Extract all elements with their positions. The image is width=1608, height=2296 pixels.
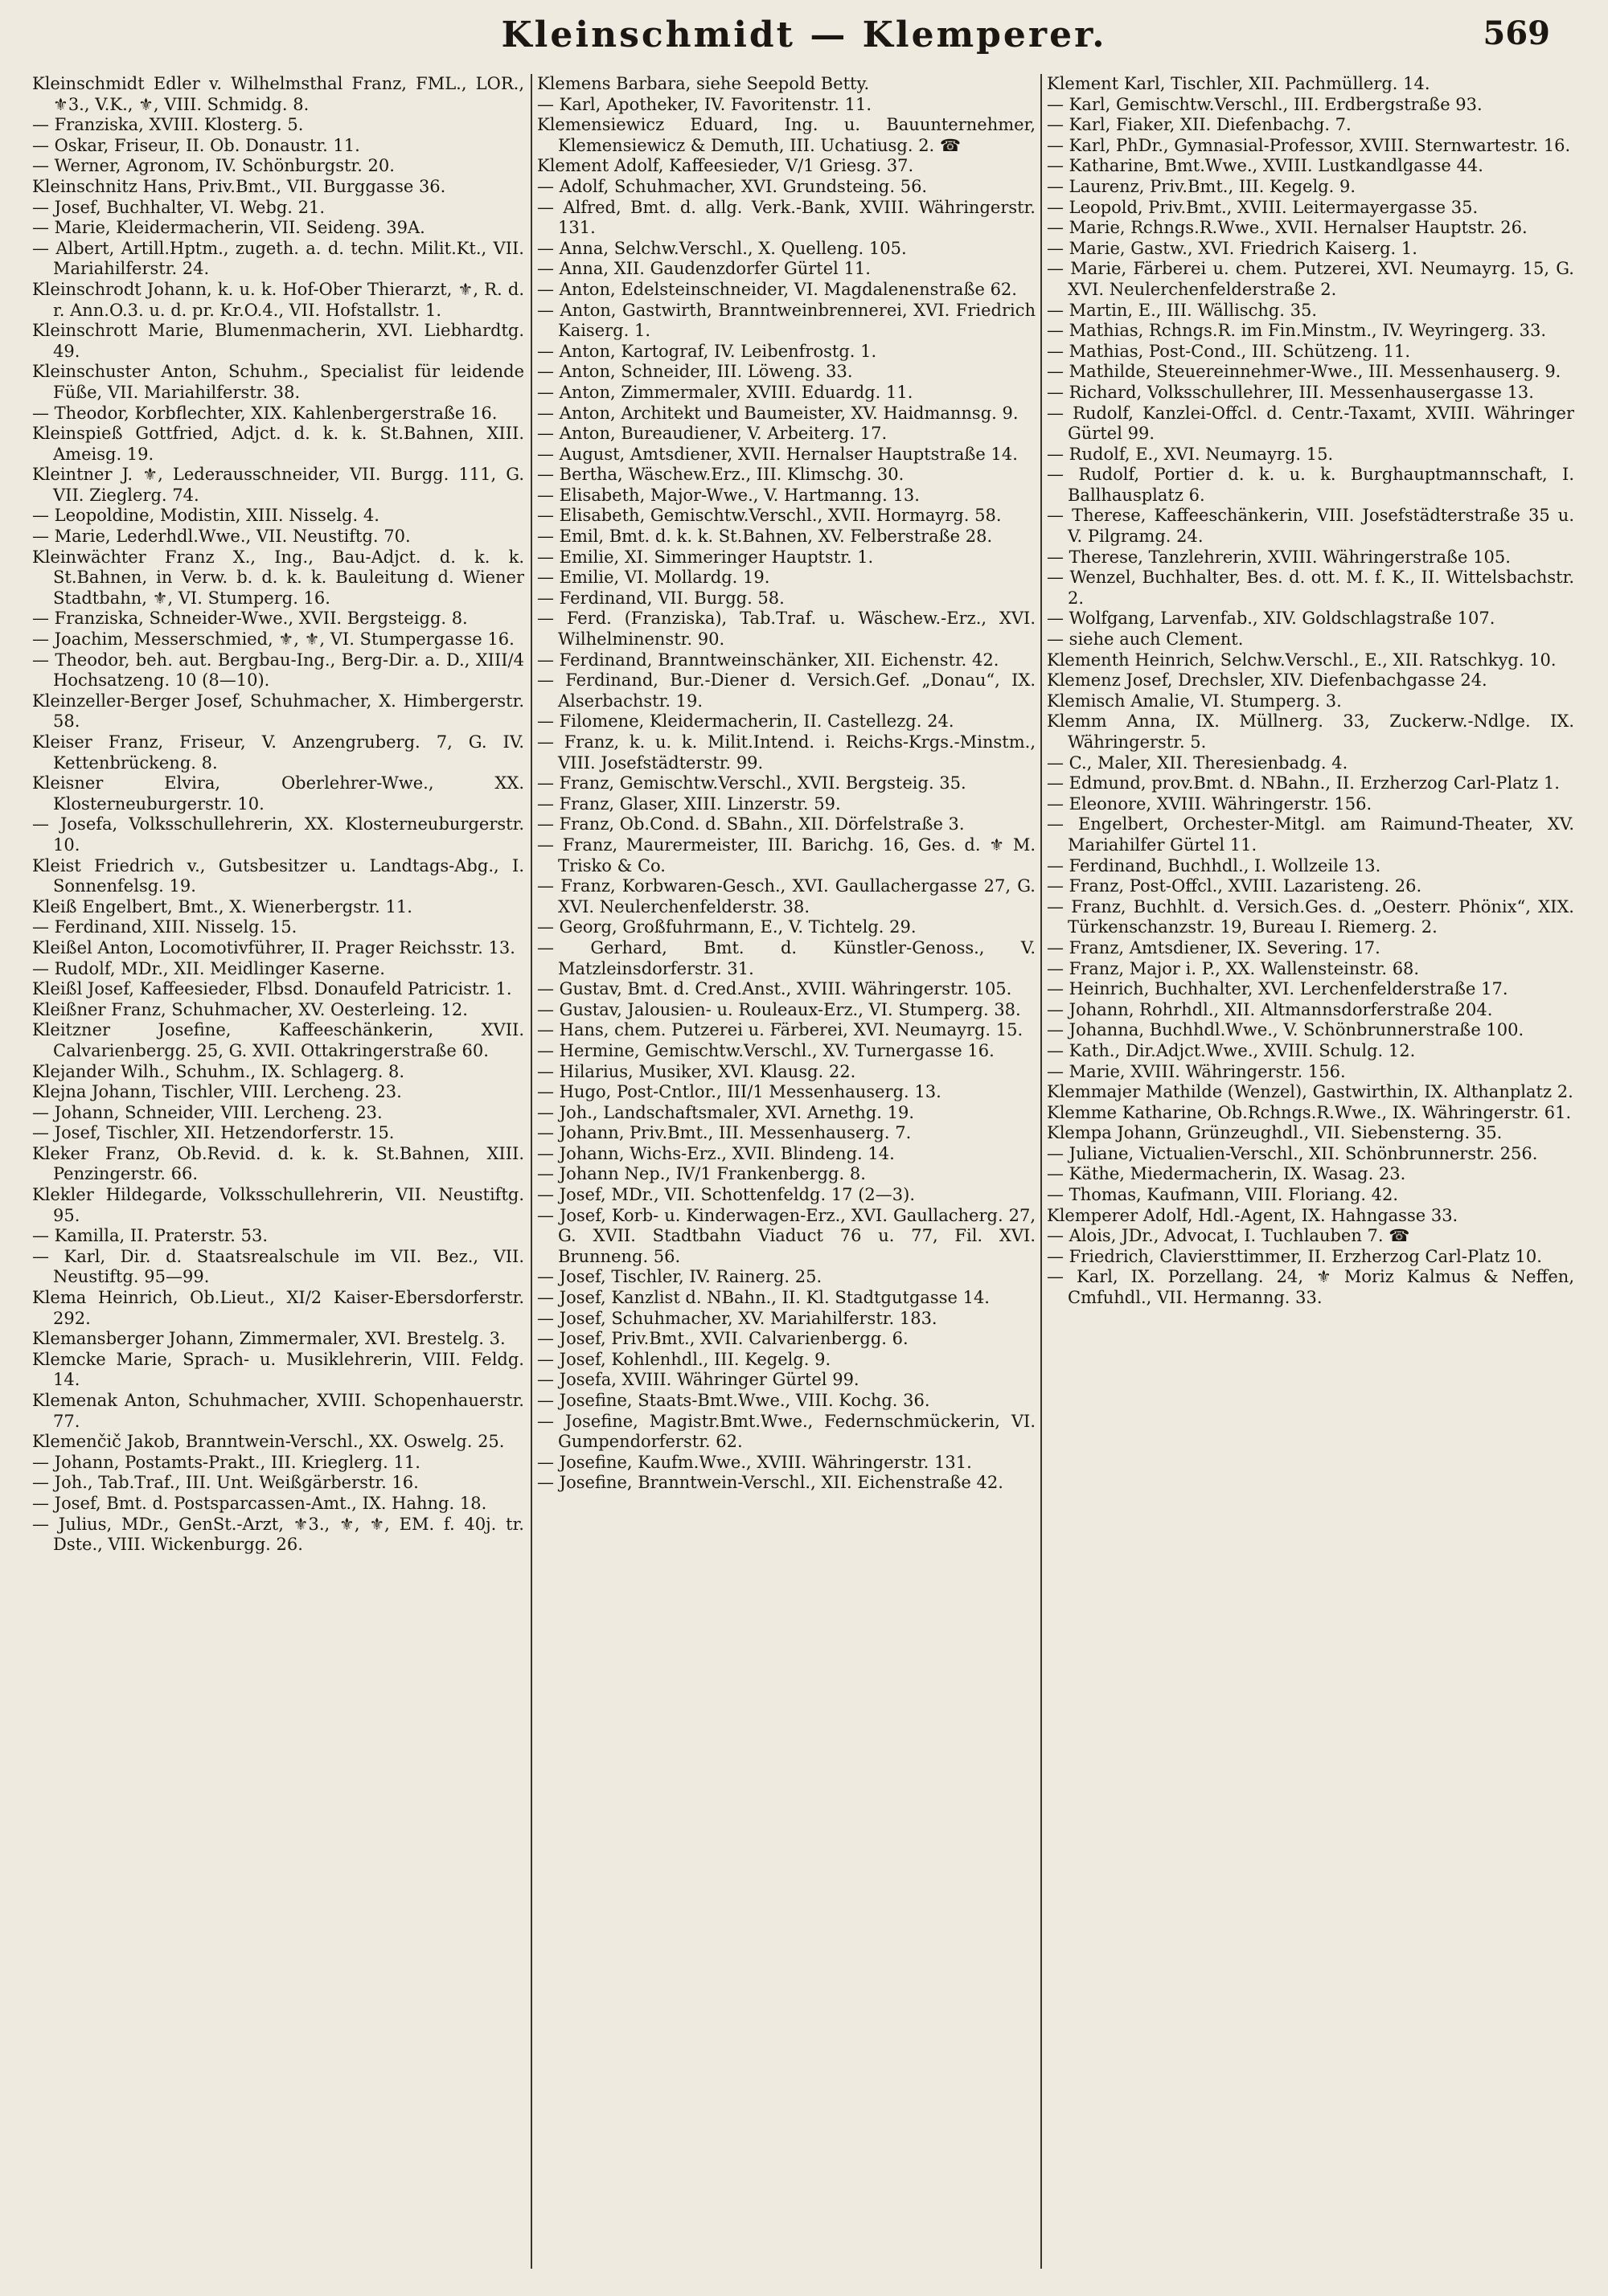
directory-entry: Kleißl Josef, Kaffeesieder, Flbsd. Donaufeld Patricistr. 1. bbox=[32, 979, 512, 999]
directory-entry: — Oskar, Friseur, II. Ob. Donaustr. 11. bbox=[32, 135, 360, 155]
directory-entry: — Anna, Selchw.Verschl., X. Quelleng. 105. bbox=[537, 238, 907, 258]
directory-entry: — Hugo, Post-Cntlor., III/1 Messenhauserg. 13. bbox=[537, 1082, 941, 1102]
directory-entry: — Johann Nep., IV/1 Frankenbergg. 8. bbox=[537, 1164, 866, 1184]
directory-entry: Klemens Barbara, siehe Seepold Betty. bbox=[537, 74, 870, 93]
directory-entry: Klekler Hildegarde, Volksschullehrerin, VII. Neustiftg. 95. bbox=[32, 1185, 524, 1225]
directory-entry: Klemenz Josef, Drechsler, XIV. Diefenbachgasse 24. bbox=[1047, 670, 1487, 691]
directory-entry: — Anna, XII. Gaudenzdorfer Gürtel 11. bbox=[537, 259, 871, 279]
directory-entry: — Werner, Agronom, IV. Schönburgstr. 20. bbox=[32, 156, 395, 176]
directory-entry: — Johanna, Buchhdl.Wwe., V. Schönbrunnerstraße 100. bbox=[1047, 1020, 1524, 1040]
directory-entry: — Adolf, Schuhmacher, XVI. Grundsteing. 56. bbox=[537, 176, 928, 196]
directory-entry: — Gustav, Jalousien- u. Rouleaux-Erz., VI. Stumperg. 38. bbox=[537, 999, 1021, 1019]
directory-entry: — Rudolf, Kanzlei-Offcl. d. Centr.-Taxamt, XVIII. Währinger Gürtel 99. bbox=[1047, 403, 1574, 444]
directory-entry: — Theodor, beh. aut. Bergbau-Ing., Berg-Dir. a. D., XIII/4 Hochsatzeng. 10 (8—10). bbox=[32, 650, 524, 691]
directory-entry: — Franziska, Schneider-Wwe., XVII. Bergsteigg. 8. bbox=[32, 609, 468, 629]
directory-entry: Kleinschrott Marie, Blumenmacherin, XVI. Liebhardtg. 49. bbox=[32, 321, 524, 361]
directory-entry: — Marie, Rchngs.R.Wwe., XVII. Hernalser Hauptstr. 26. bbox=[1047, 218, 1528, 238]
directory-entry: — Ferdinand, XIII. Nisselg. 15. bbox=[32, 917, 297, 937]
directory-entry: — Karl, Fiaker, XII. Diefenbachg. 7. bbox=[1047, 115, 1352, 135]
directory-entry: — C., Maler, XII. Theresienbadg. 4. bbox=[1047, 752, 1348, 773]
directory-entry: — Karl, IX. Porzellang. 24, ⚜ Moriz Kalmus & Neffen, Cmfuhdl., VII. Hermanng. 33. bbox=[1047, 1267, 1574, 1308]
directory-entry: — Elisabeth, Gemischtw.Verschl., XVII. Hormayrg. 58. bbox=[537, 506, 1002, 526]
directory-entry: — Johann, Priv.Bmt., III. Messenhauserg. 7. bbox=[537, 1123, 912, 1143]
directory-entry: — Josefine, Branntwein-Verschl., XII. Eichenstraße 42. bbox=[537, 1473, 1003, 1493]
directory-entry: Kleißel Anton, Locomotivführer, II. Prager Reichsstr. 13. bbox=[32, 937, 515, 957]
directory-entry: — Emil, Bmt. d. k. k. St.Bahnen, XV. Felberstraße 28. bbox=[537, 527, 993, 547]
directory-entry: — Wenzel, Buchhalter, Bes. d. ott. M. f. K., II. Wittelsbachstr. 2. bbox=[1047, 568, 1574, 608]
directory-entry: — Josef, Kanzlist d. NBahn., II. Kl. Stadtgutgasse 14. bbox=[537, 1288, 990, 1308]
directory-entry: — Mathilde, Steuereinnehmer-Wwe., III. Messenhauserg. 9. bbox=[1047, 362, 1561, 382]
page-number: 569 bbox=[1483, 14, 1550, 52]
directory-entry: — Joachim, Messerschmied, ⚜, ⚜, VI. Stumpergasse 16. bbox=[32, 629, 515, 650]
directory-entry: — Johann, Postamts-Prakt., III. Krieglerg. 11. bbox=[32, 1452, 420, 1472]
directory-entry: — Franz, Ob.Cond. d. SBahn., XII. Dörfelstraße 3. bbox=[537, 814, 965, 834]
directory-entry: Kleinschrodt Johann, k. u. k. Hof-Ober Thierarzt, ⚜, R. d. r. Ann.O.3. u. d. pr. Kr.O.4., VII. Hofstallstr. 1. bbox=[32, 279, 524, 320]
directory-entry: Klemmajer Mathilde (Wenzel), Gastwirthin, IX. Althanplatz 2. bbox=[1047, 1082, 1573, 1102]
directory-entry: — Franz, Glaser, XIII. Linzerstr. 59. bbox=[537, 793, 841, 814]
directory-entry: Kleinschnitz Hans, Priv.Bmt., VII. Burggasse 36. bbox=[32, 176, 446, 196]
directory-entry: — Mathias, Rchngs.R. im Fin.Minstm., IV. Weyringerg. 33. bbox=[1047, 321, 1547, 341]
directory-entry: — Josef, Tischler, XII. Hetzendorferstr. 15. bbox=[32, 1123, 395, 1143]
directory-entry: — Kamilla, II. Praterstr. 53. bbox=[32, 1226, 269, 1246]
directory-entry: Klemme Katharine, Ob.Rchngs.R.Wwe., IX. Währingerstr. 61. bbox=[1047, 1102, 1572, 1122]
directory-entry: — Marie, XVIII. Währingerstr. 156. bbox=[1047, 1061, 1346, 1081]
directory-entry: — Franz, Buchhlt. d. Versich.Ges. d. „Oesterr. Phönix“, XIX. Türkenschanzstr. 19, Bureau I. Riemerg. 2. bbox=[1047, 896, 1574, 937]
directory-entry: — Therese, Tanzlehrerin, XVIII. Währingerstraße 105. bbox=[1047, 547, 1511, 567]
directory-entry: — Alfred, Bmt. d. allg. Verk.-Bank, XVIII. Währingerstr. 131. bbox=[537, 197, 1036, 238]
directory-entry: — siehe auch Clement. bbox=[1047, 629, 1244, 650]
directory-entry: Kleitzner Josefine, Kaffeeschänkerin, XVII. Calvarienbergg. 25, G. XVII. Ottakringerstraße 60. bbox=[32, 1020, 524, 1060]
directory-entry: Kleinzeller-Berger Josef, Schuhmacher, X. Himbergerstr. 58. bbox=[32, 691, 524, 732]
directory-entry: Klement Adolf, Kaffeesieder, V/1 Griesg. 37. bbox=[537, 156, 914, 176]
directory-entry: — Josef, Priv.Bmt., XVII. Calvarienbergg. 6. bbox=[537, 1329, 909, 1349]
directory-entry: — Franz, Korbwaren-Gesch., XVI. Gaullachergasse 27, G. XVI. Neulerchenfelderstr. 38. bbox=[537, 876, 1036, 916]
directory-entry: — Josef, Bmt. d. Postsparcassen-Amt., IX. Hahng. 18. bbox=[32, 1493, 487, 1513]
directory-entry: — Alois, JDr., Advocat, I. Tuchlauben 7. ☎ bbox=[1047, 1226, 1410, 1246]
directory-entry: Klemensiewicz Eduard, Ing. u. Bauunternehmer, Klemensiewicz & Demuth, III. Uchatiusg. 2. ☎ bbox=[537, 115, 1036, 155]
directory-entry: — Josef, Korb- u. Kinderwagen-Erz., XVI. Gaullacherg. 27, G. XVII. Stadtbahn Viaduct 76 u. 77, Fil. XVI. Brunneng. 56. bbox=[537, 1205, 1036, 1266]
directory-entry: — Friedrich, Claviersttimmer, II. Erzherzog Carl-Platz 10. bbox=[1047, 1246, 1542, 1266]
directory-entry: — Johann, Wichs-Erz., XVII. Blindeng. 14. bbox=[537, 1143, 895, 1163]
directory-entry: — Heinrich, Buchhalter, XVI. Lerchenfelderstraße 17. bbox=[1047, 979, 1508, 999]
directory-entry: — Anton, Kartograf, IV. Leibenfrostg. 1. bbox=[537, 341, 877, 361]
directory-entry: — Marie, Lederhdl.Wwe., VII. Neustiftg. 70. bbox=[32, 527, 411, 547]
directory-entry: — Anton, Edelsteinschneider, VI. Magdalenenstraße 62. bbox=[537, 279, 1017, 299]
directory-entry: — Hans, chem. Putzerei u. Färberei, XVI. Neumayrg. 15. bbox=[537, 1020, 1023, 1040]
directory-entry: Klemperer Adolf, Hdl.-Agent, IX. Hahngasse 33. bbox=[1047, 1205, 1458, 1225]
directory-entry: — Elisabeth, Major-Wwe., V. Hartmanng. 13. bbox=[537, 485, 920, 505]
directory-entry: Kleinschmidt Edler v. Wilhelmsthal Franz, FML., LOR., ⚜3., V.K., ⚜, VIII. Schmidg. 8. bbox=[32, 74, 524, 114]
directory-entry: — Karl, Dir. d. Staatsrealschule im VII. Bez., VII. Neustiftg. 95—99. bbox=[32, 1246, 524, 1287]
directory-entry: Klemansberger Johann, Zimmermaler, XVI. Brestelg. 3. bbox=[32, 1329, 506, 1349]
directory-entry: — Richard, Volksschullehrer, III. Messenhausergasse 13. bbox=[1047, 382, 1534, 402]
directory-entry: Klempa Johann, Grünzeughdl., VII. Siebensterng. 35. bbox=[1047, 1123, 1503, 1143]
directory-entry: — Filomene, Kleidermacherin, II. Castellezg. 24. bbox=[537, 711, 954, 732]
directory-entry: — Ferdinand, Branntweinschänker, XII. Eichenstr. 42. bbox=[537, 650, 999, 670]
directory-entry: Klementh Heinrich, Selchw.Verschl., E., XII. Ratschkyg. 10. bbox=[1047, 650, 1557, 670]
column-3 bbox=[1047, 74, 1574, 2277]
directory-entry: — Hermine, Gemischtw.Verschl., XV. Turnergasse 16. bbox=[537, 1040, 995, 1060]
directory-entry: Kleisner Elvira, Oberlehrer-Wwe., XX. Klosterneuburgerstr. 10. bbox=[32, 773, 524, 814]
directory-entry: — Rudolf, MDr., XII. Meidlinger Kaserne. bbox=[32, 958, 385, 978]
directory-entry: — Johann, Rohrhdl., XII. Altmannsdorferstraße 204. bbox=[1047, 999, 1493, 1019]
directory-entry: Klemenak Anton, Schuhmacher, XVIII. Schopenhauerstr. 77. bbox=[32, 1391, 524, 1431]
directory-entry: — Marie, Gastw., XVI. Friedrich Kaiserg. 1. bbox=[1047, 238, 1417, 258]
directory-entry: Kleinwächter Franz X., Ing., Bau-Adjct. d. k. k. St.Bahnen, in Verw. b. d. k. k. Bauleitung d. Wiener Stadtbahn, ⚜, VI. Stumperg. 16. bbox=[32, 547, 524, 608]
directory-entry: — Franz, Maurermeister, III. Barichg. 16, Ges. d. ⚜ M. Trisko & Co. bbox=[537, 834, 1036, 875]
directory-entry: — Marie, Kleidermacherin, VII. Seideng. 39A. bbox=[32, 218, 425, 238]
directory-entry: — Ferd. (Franziska), Tab.Traf. u. Wäschew.-Erz., XVI. Wilhelminenstr. 90. bbox=[537, 609, 1036, 650]
directory-entry: — Franz, Post-Offcl., XVIII. Lazaristeng. 26. bbox=[1047, 876, 1422, 896]
directory-entry: — Julius, MDr., GenSt.-Arzt, ⚜3., ⚜, ⚜, EM. f. 40j. tr. Dste., VIII. Wickenburgg. 26. bbox=[32, 1514, 524, 1555]
directory-entry: Kleinschuster Anton, Schuhm., Specialist für leidende Füße, VII. Mariahilferstr. 38. bbox=[32, 362, 524, 402]
directory-entry: — Albert, Artill.Hptm., zugeth. a. d. techn. Milit.Kt., VII. Mariahilferstr. 24. bbox=[32, 238, 524, 279]
column-2 bbox=[537, 74, 1036, 2277]
directory-entry: Klemcke Marie, Sprach- u. Musiklehrerin, VIII. Feldg. 14. bbox=[32, 1349, 524, 1390]
directory-entry: — Karl, Apotheker, IV. Favoritenstr. 11. bbox=[537, 94, 872, 114]
page-header bbox=[0, 14, 1608, 71]
page-title: Kleinschmidt — Klemperer. bbox=[501, 14, 1107, 55]
directory-entry: — Josef, MDr., VII. Schottenfeldg. 17 (2—3). bbox=[537, 1185, 915, 1205]
directory-entry: — Josef, Schuhmacher, XV. Mariahilferstr. 183. bbox=[537, 1308, 937, 1328]
directory-entry: — Josefa, XVIII. Währinger Gürtel 99. bbox=[537, 1370, 859, 1390]
directory-entry: — Engelbert, Orchester-Mitgl. am Raimund-Theater, XV. Mariahilfer Gürtel 11. bbox=[1047, 814, 1574, 855]
directory-entry: Kleintner J. ⚜, Lederausschneider, VII. Burgg. 111, G. VII. Zieglerg. 74. bbox=[32, 465, 524, 505]
directory-entry: — Josefine, Kaufm.Wwe., XVIII. Währingerstr. 131. bbox=[537, 1452, 972, 1472]
directory-entry: — Franziska, XVIII. Klosterg. 5. bbox=[32, 115, 304, 135]
directory-entry: — Hilarius, Musiker, XVI. Klausg. 22. bbox=[537, 1061, 856, 1081]
directory-entry: — Ferdinand, Bur.-Diener d. Versich.Gef. „Donau“, IX. Alserbachstr. 19. bbox=[537, 670, 1036, 711]
directory-entry: — Theodor, Korbflechter, XIX. Kahlenbergerstraße 16. bbox=[32, 403, 498, 423]
directory-entry: — Anton, Gastwirth, Branntweinbrennerei, XVI. Friedrich Kaiserg. 1. bbox=[537, 300, 1036, 341]
directory-entry: — Mathias, Post-Cond., III. Schützeng. 11. bbox=[1047, 341, 1411, 361]
directory-entry: Klemm Anna, IX. Müllnerg. 33, Zuckerw.-Ndlge. IX. Währingerstr. 5. bbox=[1047, 711, 1574, 752]
directory-entry: — Bertha, Wäschew.Erz., III. Klimschg. 30. bbox=[537, 465, 904, 485]
directory-entry: — Josef, Tischler, IV. Rainerg. 25. bbox=[537, 1267, 822, 1287]
directory-entry: — Eleonore, XVIII. Währingerstr. 156. bbox=[1047, 793, 1372, 814]
directory-entry: — Rudolf, Portier d. k. u. k. Burghauptmannschaft, I. Ballhausplatz 6. bbox=[1047, 465, 1574, 505]
directory-entry: Klejander Wilh., Schuhm., IX. Schlagerg. 8. bbox=[32, 1061, 405, 1081]
directory-entry: — Gustav, Bmt. d. Cred.Anst., XVIII. Währingerstr. 105. bbox=[537, 979, 1012, 999]
directory-entry: — Leopold, Priv.Bmt., XVIII. Leitermayergasse 35. bbox=[1047, 197, 1479, 217]
directory-entry: Kleiser Franz, Friseur, V. Anzengruberg. 7, G. IV. Kettenbrückeng. 8. bbox=[32, 732, 524, 773]
directory-entry: — Emilie, XI. Simmeringer Hauptstr. 1. bbox=[537, 547, 874, 567]
directory-entry: — Katharine, Bmt.Wwe., XVIII. Lustkandlgasse 44. bbox=[1047, 156, 1483, 176]
directory-entry: — Emilie, VI. Mollardg. 19. bbox=[537, 568, 770, 588]
directory-entry: Klemisch Amalie, VI. Stumperg. 3. bbox=[1047, 691, 1342, 711]
directory-entry: — Martin, E., III. Wällischg. 35. bbox=[1047, 300, 1318, 320]
column-divider bbox=[531, 74, 532, 2269]
directory-entry: — Josefine, Magistr.Bmt.Wwe., Federnschmückerin, VI. Gumpendorferstr. 62. bbox=[537, 1411, 1036, 1452]
directory-entry: — Franz, Major i. P., XX. Wallensteinstr. 68. bbox=[1047, 958, 1420, 978]
directory-entry: Kleiß Engelbert, Bmt., X. Wienerbergstr. 11. bbox=[32, 896, 412, 916]
directory-entry: — Laurenz, Priv.Bmt., III. Kegelg. 9. bbox=[1047, 176, 1356, 196]
directory-entry: — Marie, Färberei u. chem. Putzerei, XVI. Neumayrg. 15, G. XVI. Neulerchenfelderstraße 2. bbox=[1047, 259, 1574, 299]
directory-entry: — Franz, Amtsdiener, IX. Severing. 17. bbox=[1047, 937, 1380, 957]
directory-entry: — August, Amtsdiener, XVII. Hernalser Hauptstraße 14. bbox=[537, 444, 1018, 464]
directory-entry: — Ferdinand, VII. Burgg. 58. bbox=[537, 588, 785, 608]
directory-entry: — Anton, Bureaudiener, V. Arbeiterg. 17. bbox=[537, 424, 888, 444]
directory-entry: — Gerhard, Bmt. d. Künstler-Genoss., V. Matzleinsdorferstr. 31. bbox=[537, 937, 1036, 978]
directory-entry: — Kath., Dir.Adjct.Wwe., XVIII. Schulg. 12. bbox=[1047, 1040, 1416, 1060]
directory-entry: Kleißner Franz, Schuhmacher, XV. Oesterleing. 12. bbox=[32, 999, 468, 1019]
directory-entry: — Wolfgang, Larvenfab., XIV. Goldschlagstraße 107. bbox=[1047, 609, 1495, 629]
directory-entry: — Johann, Schneider, VIII. Lercheng. 23. bbox=[32, 1102, 383, 1122]
column-divider bbox=[1040, 74, 1042, 2269]
directory-entry: — Ferdinand, Buchhdl., I. Wollzeile 13. bbox=[1047, 855, 1381, 875]
directory-entry: — Therese, Kaffeeschänkerin, VIII. Josefstädterstraße 35 u. V. Pilgramg. 24. bbox=[1047, 506, 1574, 547]
directory-entry: — Franz, Gemischtw.Verschl., XVII. Bergsteig. 35. bbox=[537, 773, 966, 793]
directory-entry: — Anton, Schneider, III. Löweng. 33. bbox=[537, 362, 853, 382]
directory-entry: — Rudolf, E., XVI. Neumayrg. 15. bbox=[1047, 444, 1334, 464]
directory-entry: — Josef, Buchhalter, VI. Webg. 21. bbox=[32, 197, 326, 217]
directory-entry: Klemenčič Jakob, Branntwein-Verschl., XX. Oswelg. 25. bbox=[32, 1432, 505, 1452]
directory-entry: — Thomas, Kaufmann, VIII. Floriang. 42. bbox=[1047, 1185, 1399, 1205]
directory-entry: — Joh., Landschaftsmaler, XVI. Arnethg. 19. bbox=[537, 1102, 915, 1122]
directory-entry: Kleist Friedrich v., Gutsbesitzer u. Landtags-Abg., I. Sonnenfelsg. 19. bbox=[32, 855, 524, 896]
directory-entry: — Joh., Tab.Traf., III. Unt. Weißgärberstr. 16. bbox=[32, 1473, 419, 1493]
directory-entry: — Karl, Gemischtw.Verschl., III. Erdbergstraße 93. bbox=[1047, 94, 1483, 114]
directory-entry: — Käthe, Miedermacherin, IX. Wasag. 23. bbox=[1047, 1164, 1406, 1184]
directory-entry: — Georg, Großfuhrmann, E., V. Tichtelg. 29. bbox=[537, 917, 917, 937]
directory-entry: — Juliane, Victualien-Verschl., XII. Schönbrunnerstr. 256. bbox=[1047, 1143, 1538, 1163]
directory-entry: Klejna Johann, Tischler, VIII. Lercheng. 23. bbox=[32, 1082, 402, 1102]
directory-entry: — Josefine, Staats-Bmt.Wwe., VIII. Kochg. 36. bbox=[537, 1391, 930, 1410]
directory-entry: Kleinspieß Gottfried, Adjct. d. k. k. St.Bahnen, XIII. Ameisg. 19. bbox=[32, 424, 524, 464]
directory-entry: — Anton, Zimmermaler, XVIII. Eduardg. 11. bbox=[537, 382, 913, 402]
directory-entry: Klement Karl, Tischler, XII. Pachmüllerg. 14. bbox=[1047, 74, 1430, 93]
column-1 bbox=[32, 74, 524, 2277]
directory-entry: — Franz, k. u. k. Milit.Intend. i. Reichs-Krgs.-Minstm., VIII. Josefstädterstr. 99. bbox=[537, 732, 1036, 773]
directory-entry: — Josefa, Volksschullehrerin, XX. Klosterneuburgerstr. 10. bbox=[32, 814, 524, 855]
directory-entry: — Josef, Kohlenhdl., III. Kegelg. 9. bbox=[537, 1349, 831, 1369]
directory-entry: — Anton, Architekt und Baumeister, XV. Haidmannsg. 9. bbox=[537, 403, 1019, 423]
directory-entry: Kleker Franz, Ob.Revid. d. k. k. St.Bahnen, XIII. Penzingerstr. 66. bbox=[32, 1143, 524, 1184]
directory-entry: Klema Heinrich, Ob.Lieut., XI/2 Kaiser-Ebersdorferstr. 292. bbox=[32, 1288, 524, 1328]
directory-entry: — Karl, PhDr., Gymnasial-Professor, XVIII. Sternwartestr. 16. bbox=[1047, 135, 1571, 155]
directory-entry: — Edmund, prov.Bmt. d. NBahn., II. Erzherzog Carl-Platz 1. bbox=[1047, 773, 1560, 793]
directory-entry: — Leopoldine, Modistin, XIII. Nisselg. 4. bbox=[32, 506, 379, 526]
